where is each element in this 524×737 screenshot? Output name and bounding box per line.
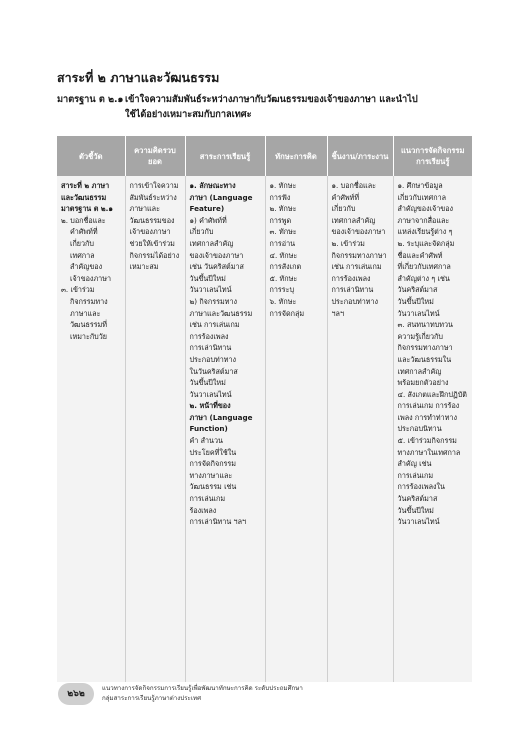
header-content: สาระการเรียนรู้ (185, 136, 265, 176)
header-indicator: ตัวชี้วัด (57, 136, 125, 176)
cell-tasks: ๑. บอกชื่อและ คำศัพท์ที่ เกี่ยวกับ เทศกาลสำคัญ ของเจ้าของภาษา ๒. เข้าร่วม กิจกรรมทางภาษา เช่น การเล่นเกม การร้องเพลง การเล่านิทาน ประกอบท่าทาง ฯลฯ (327, 176, 393, 682)
standard-code: มาตรฐาน ต ๒.๑ (57, 94, 124, 105)
cell-content: ๑. ลักษณะทาง ภาษา (Language Feature) ๑) คำศัพท์ที่ เกี่ยวกับ เทศกาลสำคัญ ของเจ้าของภาษา เช่น วันคริสต์มาส วันขึ้นปีใหม่ วันวาเลนไทน์ ๒) กิจกรรมทาง ภาษาและวัฒนธรรม เช่น การเล่นเกม การร้องเพลง การเล่านิทาน ประกอบท่าทาง ในวันคริสต์มาส วันขึ้นปีใหม่ วันวาเลนไทน์ ๒. หน้าที่ของ ภาษา (Language Function) คำ สำนวน ประโยคที่ใช้ใน การจัดกิจกรรม ทางภาษาและ วัฒนธรรม เช่น การเล่นเกม ร้องเพลง การเล่านิทาน ฯลฯ (185, 176, 265, 682)
footer-line-2: กลุ่มสาระการเรียนรู้ภาษาต่างประเทศ (102, 695, 201, 702)
page-number: ๒๖๒ (58, 683, 94, 705)
table-header-row (57, 136, 472, 176)
section-heading: สาระที่ ๒ ภาษาและวัฒนธรรม (57, 70, 220, 85)
standard-line-2: ใช้ได้อย่างเหมาะสมกับกาลเทศะ (125, 109, 252, 120)
standard-line-1: เข้าใจความสัมพันธ์ระหว่างภาษากับวัฒนธรรมของเจ้าของภาษา และนำไป (125, 94, 418, 105)
header-activities: แนวการจัดกิจกรรมการเรียนรู้ (393, 136, 472, 176)
cell-indicator: สาระที่ ๒ ภาษา และวัฒนธรรม มาตรฐาน ต ๒.๑ ๒. บอกชื่อและ คำศัพท์ที่ เกี่ยวกับ เทศกาล สำคัญของ เจ้าของภาษา ๓. เข้าร่วม กิจกรรมทาง ภาษาและ วัฒนธรรมที่ เหมาะกับวัย (61, 181, 113, 341)
cell-concept: การเข้าใจความ สัมพันธ์ระหว่าง ภาษาและ วัฒนธรรมของ เจ้าของภาษา ช่วยให้เข้าร่วม กิจกรรมได้อย่าง เหมาะสม (125, 176, 185, 682)
cell-thinking-skills: ๑. ทักษะ การฟัง ๒. ทักษะ การพูด ๓. ทักษะ การอ่าน ๔. ทักษะ การสังเกต ๕. ทักษะ การระบุ ๖. ทักษะ การจัดกลุ่ม (265, 176, 327, 682)
header-thinking-skills: ทักษะการคิด (265, 136, 327, 176)
header-tasks: ชิ้นงาน/ภาระงาน (327, 136, 393, 176)
footer-line-1: แนวทางการจัดกิจกรรมการเรียนรู้เพื่อพัฒนาทักษะการคิด ระดับประถมศึกษา (102, 685, 303, 692)
learning-plan-table (57, 136, 472, 682)
footer-caption (102, 684, 303, 704)
header-concept: ความคิดรวบยอด (125, 136, 185, 176)
standard-statement (57, 92, 475, 122)
table-row (57, 176, 472, 682)
cell-activities: ๑. ศึกษาข้อมูล เกี่ยวกับเทศกาล สำคัญของเจ้าของ ภาษาจากสื่อและ แหล่งเรียนรู้ต่าง ๆ ๒. ระบุและจัดกลุ่ม ชื่อและคำศัพท์ ที่เกี่ยวกับเทศกาล สำคัญต่าง ๆ เช่น วันคริสต์มาส วันขึ้นปีใหม่ วันวาเลนไทน์ ๓. สนทนาทบทวน ความรู้เกี่ยวกับ กิจกรรมทางภาษา และวัฒนธรรมใน เทศกาลสำคัญ พร้อมยกตัวอย่าง ๔. สังเกตและฝึกปฏิบัติ การเล่นเกม การร้อง เพลง การทำท่าทาง ประกอบนิทาน ๕. เข้าร่วมกิจกรรม ทางภาษาในเทศกาล สำคัญ เช่น การเล่นเกม การร้องเพลงใน วันคริสต์มาส วันขึ้นปีใหม่ วันวาเลนไทน์ (393, 176, 472, 682)
